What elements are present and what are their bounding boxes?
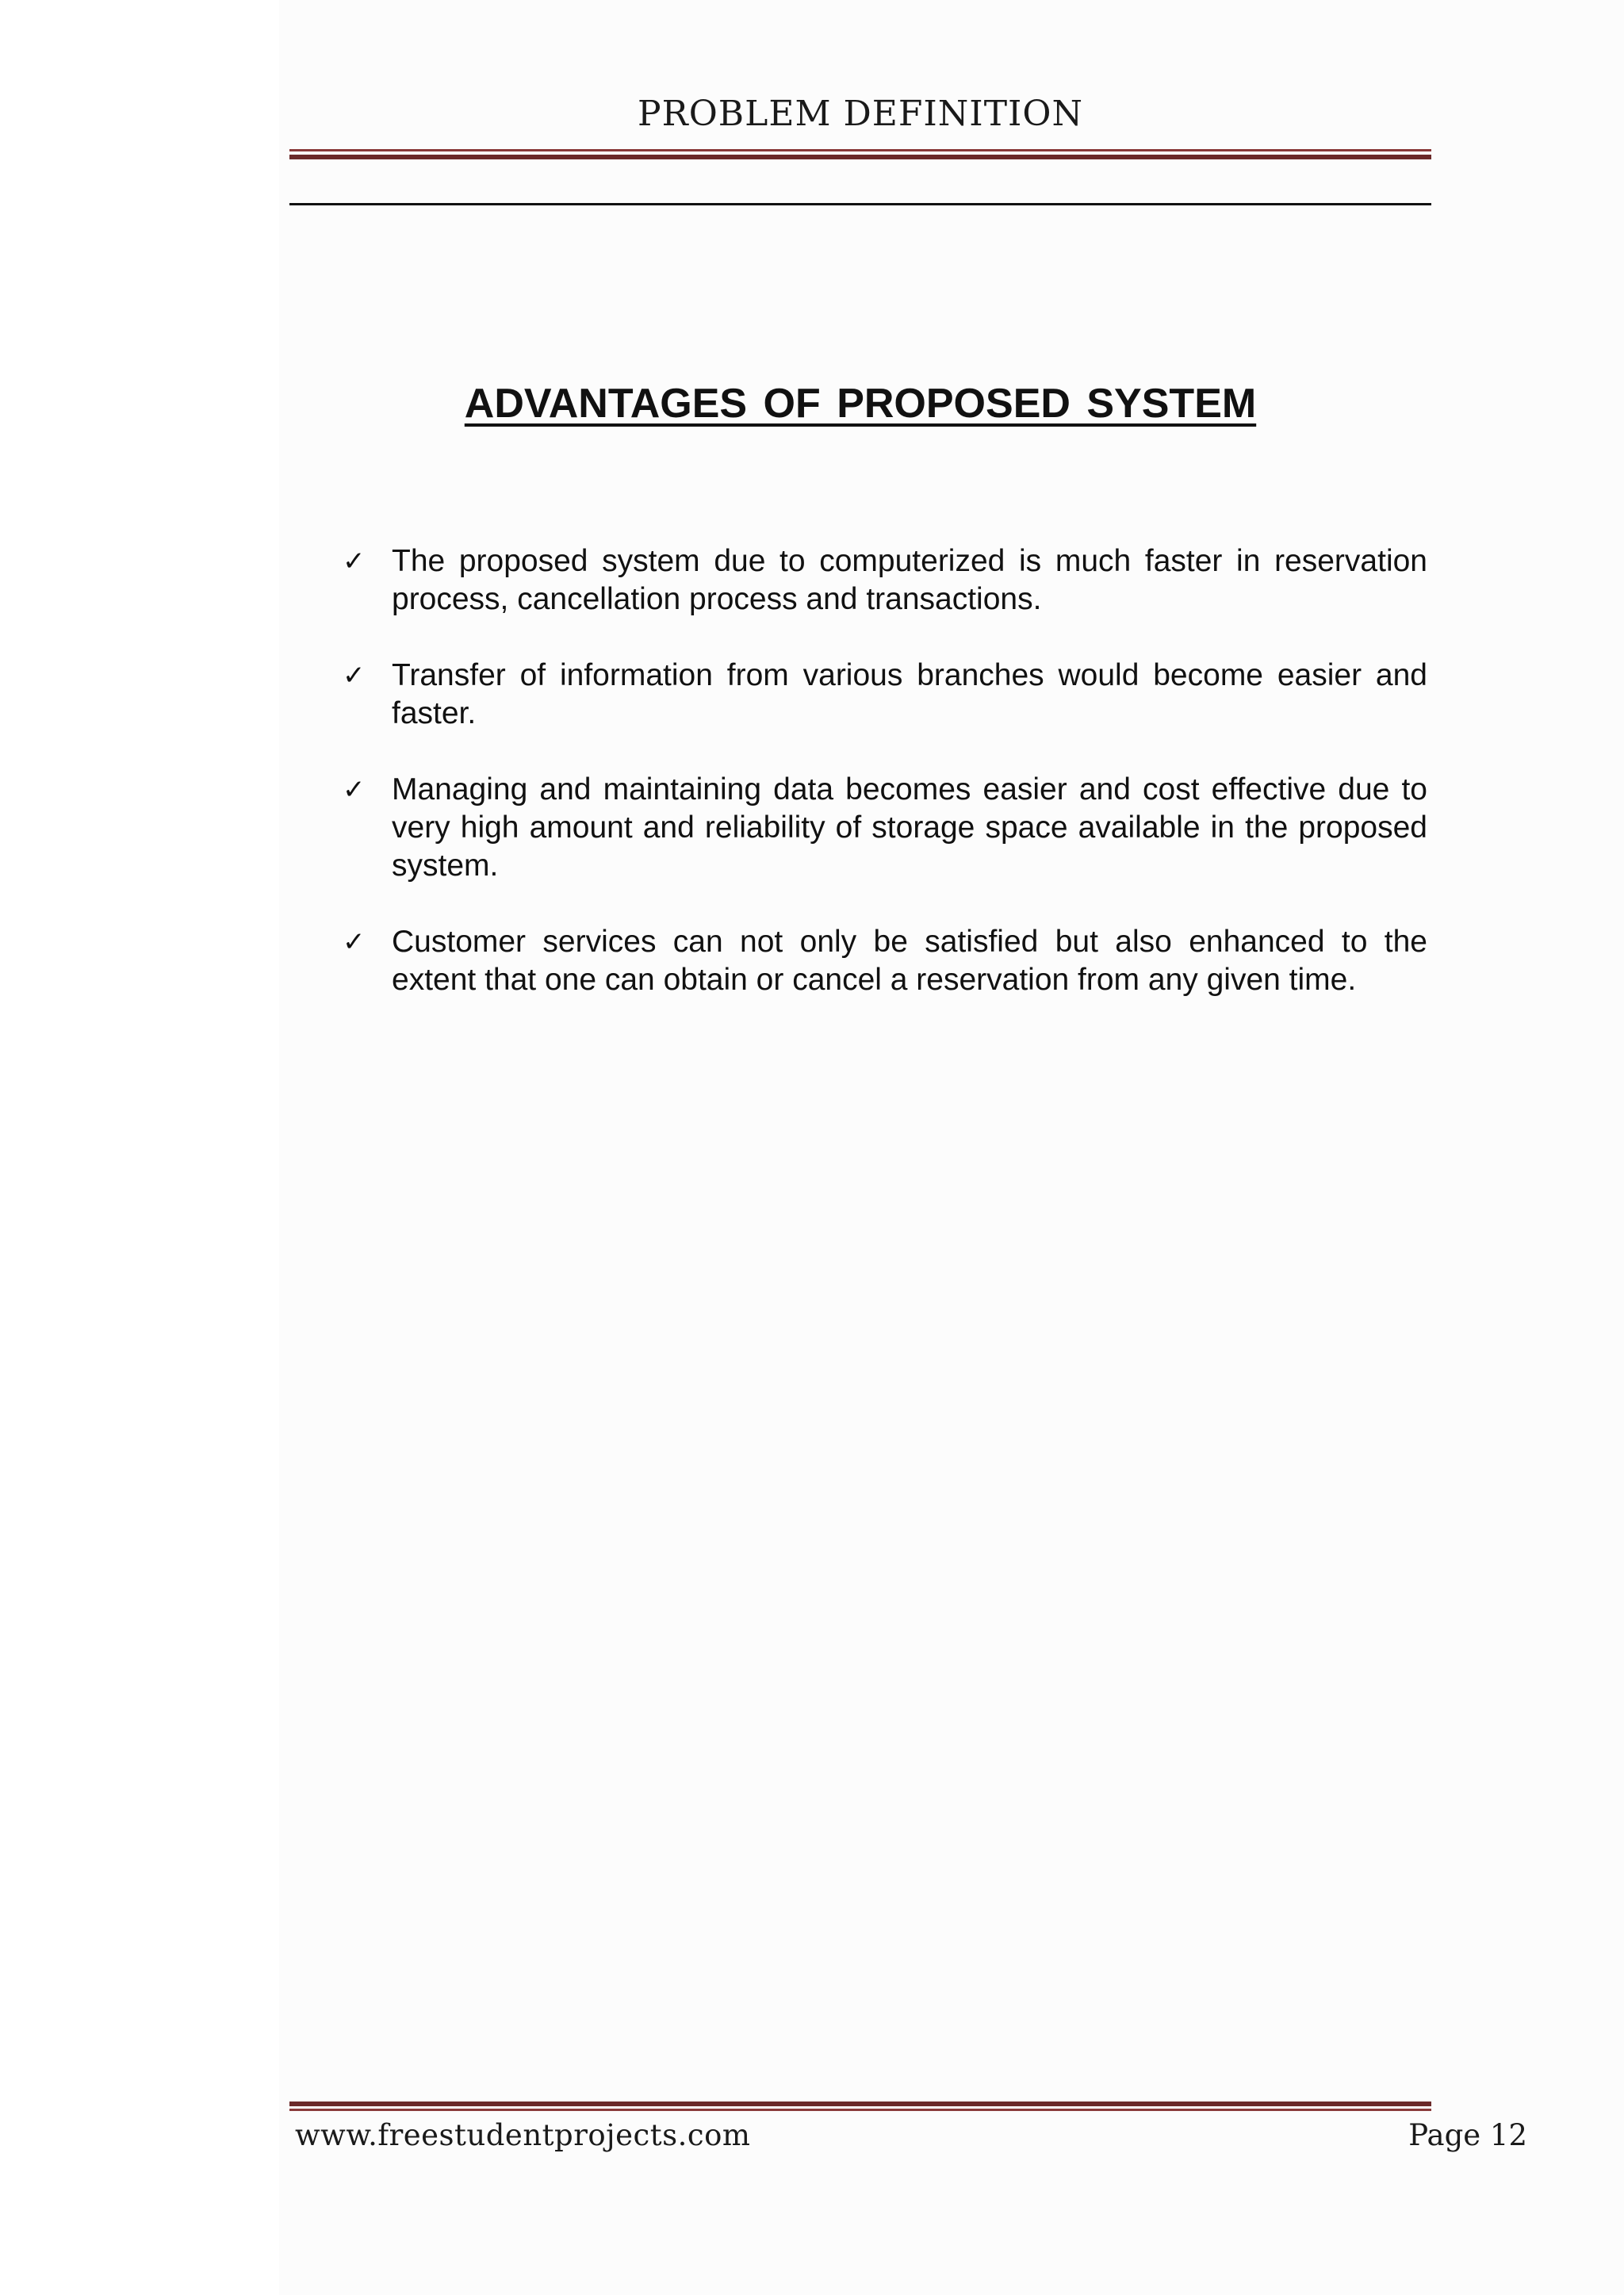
header-rule-thick <box>289 155 1431 159</box>
checkmark-icon: ✓ <box>343 926 366 958</box>
list-item-text: Customer services can not only be satisfied but also enhanced to the extent that one can obtain or cancel a reservation from any given time. <box>392 925 1427 997</box>
footer-rule-thick <box>289 2102 1431 2106</box>
list-item <box>343 771 1427 885</box>
list-item <box>343 657 1427 733</box>
checkmark-icon: ✓ <box>343 546 366 577</box>
footer-rule-thin <box>289 2109 1431 2111</box>
page-number: Page 12 <box>1408 2118 1527 2152</box>
checkmark-icon: ✓ <box>343 774 366 806</box>
page-background <box>279 0 1624 2295</box>
header-separator-line <box>289 203 1431 205</box>
section-heading: ADVANTAGES OF PROPOSED SYSTEM <box>464 381 1257 427</box>
checkmark-icon: ✓ <box>343 660 366 692</box>
page-header-title: PROBLEM DEFINITION <box>637 94 1083 134</box>
advantages-list <box>343 542 1427 1037</box>
list-item <box>343 923 1427 999</box>
list-item-text: Managing and maintaining data becomes easier and cost effective due to very high amount and reliability of storage space available in the proposed system. <box>392 772 1427 883</box>
list-item-text: The proposed system due to computerized is much faster in reservation process, cancellation process and transactions. <box>392 544 1427 616</box>
header-rule-thin <box>289 149 1431 151</box>
footer-website: www.freestudentprojects.com <box>295 2118 751 2152</box>
list-item <box>343 542 1427 619</box>
list-item-text: Transfer of information from various branches would become easier and faster. <box>392 658 1427 730</box>
